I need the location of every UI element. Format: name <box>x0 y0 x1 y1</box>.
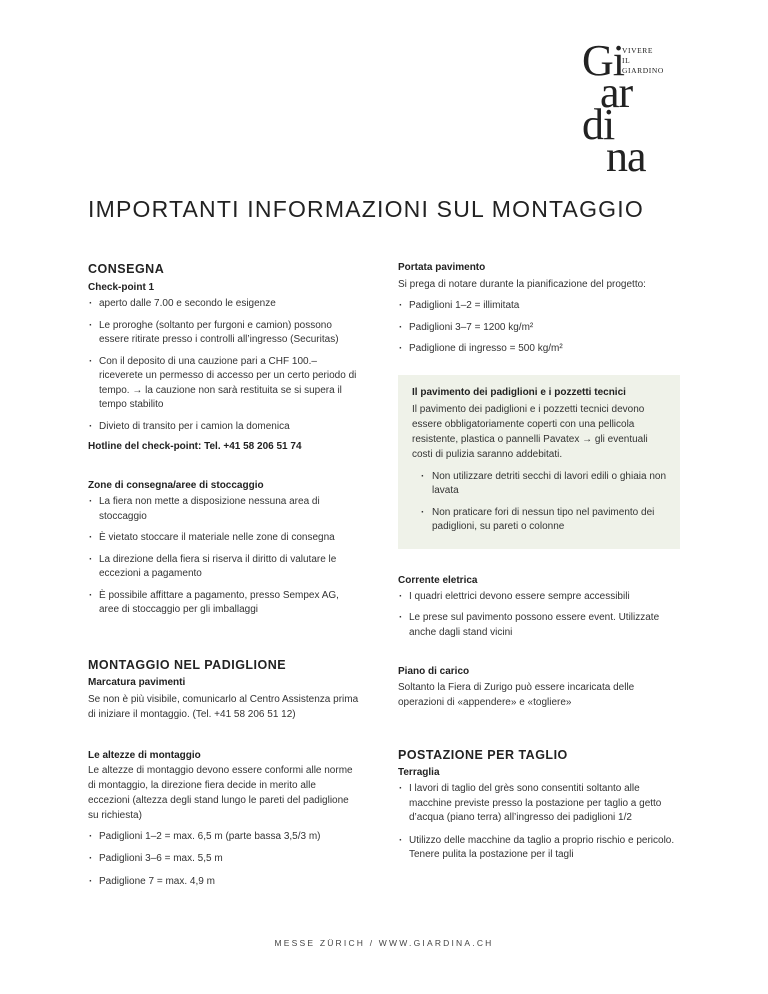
list-item: · È vietato stoccare il materiale nelle zone di consegna <box>88 531 360 546</box>
left-column <box>88 262 360 889</box>
logo-letters-gi: Gi <box>582 36 624 85</box>
logo-letters-ar: ar <box>600 68 633 117</box>
list-item: · Non utilizzare detriti secchi di lavori edili o ghiaia non lavata <box>420 470 666 499</box>
list-item: · I quadri elettrici devono essere sempre accessibili <box>398 590 680 605</box>
right-column <box>398 262 680 863</box>
checkpoint-hotline: Hotline del check-point: Tel. +41 58 206 51 74 <box>88 441 302 452</box>
zone-list <box>88 495 360 618</box>
list-item: · Le proroghe (soltanto per furgoni e camion) possono essere ritirate presso i controlli all’ingresso (Securitas) <box>88 319 360 348</box>
checkpoint-title: Check-point 1 <box>88 282 155 293</box>
logo-tagline-line: IL <box>622 56 631 65</box>
logo-letters-di: di <box>582 100 615 149</box>
portata-title: Portata pavimento <box>398 262 486 273</box>
list-item: · Padiglioni 1–2 = illimitata <box>398 299 680 314</box>
altezze-title: Le altezze di montaggio <box>88 749 201 761</box>
list-item: · Padiglione 7 = max. 4,9 m <box>88 875 360 890</box>
list-item: · La direzione della fiera si riserva il diritto di valutare le eccezioni a pagamento <box>88 553 360 582</box>
list-item: · È possibile affittare a pagamento, presso Sempex AG, aree di stoccaggio per gli imballaggi <box>88 589 360 618</box>
info-box <box>398 375 680 549</box>
taglio-list <box>398 782 680 863</box>
zone-title: Zone di consegna/aree di stoccaggio <box>88 480 264 491</box>
list-item: · Le prese sul pavimento possono essere event. Utilizzate anche dagli stand vicini <box>398 611 680 640</box>
piano-text: Soltanto la Fiera di Zurigo può essere incaricata delle operazioni di «appendere» e «togliere» <box>398 682 635 708</box>
info-box-text: Il pavimento dei padiglioni e i pozzetti tecnici devono essere obbligatoriamente coperti con una pellicola resistente, plastica o pannelli Pavatex → gli eventuali costi di pulizia saranno addebitati. <box>412 403 648 460</box>
list-item: · Padiglioni 3–7 = 1200 kg/m² <box>398 321 680 336</box>
list-item: · Non praticare fori di nessun tipo nel pavimento dei padiglioni, su pareti o colonne <box>420 506 666 535</box>
altezze-text: Le altezze di montaggio devono essere conformi alle norme di montaggio, la direzione fiera decide in merito alle eccezioni (altezza degli stand lungo le pareti del padiglione su richiesta) <box>88 764 353 821</box>
corrente-list <box>398 590 680 641</box>
list-item: · La fiera non mette a disposizione nessuna area di stoccaggio <box>88 495 360 524</box>
list-item: · Utilizzo delle macchine da taglio a proprio rischio e pericolo. Tenere pulita la postazione per il tagli <box>398 834 680 863</box>
altezze-list <box>88 830 360 890</box>
portata-intro: Si prega di notare durante la pianificazione del progetto: <box>398 279 646 290</box>
corrente-title: Corrente eletrica <box>398 574 478 586</box>
logo-tagline-line: VIVERE <box>622 46 654 55</box>
list-item: · Con il deposito di una cauzione pari a CHF 100.– riceverete un permesso di accesso per un certo periodo di tempo. → la cauzione non sarà restituita se si supera il tempo stabilito <box>88 355 360 413</box>
list-item: · Padiglioni 3–6 = max. 5,5 m <box>88 852 360 867</box>
info-box-list <box>412 470 666 535</box>
logo-tagline-line: GIARDINO <box>622 66 664 75</box>
giardina-logo <box>582 36 702 181</box>
portata-list <box>398 299 680 357</box>
logo-letters-na: na <box>606 132 646 181</box>
list-item: · Padiglione di ingresso = 500 kg/m² <box>398 342 680 357</box>
info-box-title: Il pavimento dei padiglioni e i pozzetti tecnici <box>412 386 626 398</box>
list-item: · aperto dalle 7.00 e secondo le esigenze <box>88 297 360 312</box>
taglio-sub: Terraglia <box>398 767 440 778</box>
page-title: IMPORTANTI INFORMAZIONI SUL MONTAGGIO <box>88 196 644 222</box>
marcatura-title: Marcatura pavimenti <box>88 676 186 688</box>
list-item: · Padiglioni 1–2 = max. 6,5 m (parte bassa 3,5/3 m) <box>88 830 360 845</box>
montaggio-heading: MONTAGGIO NEL PADIGLIONE <box>88 657 287 672</box>
consegna-heading: CONSEGNA <box>88 262 165 276</box>
taglio-heading: POSTAZIONE PER TAGLIO <box>398 748 568 762</box>
piano-title: Piano di carico <box>398 666 470 677</box>
marcatura-text: Se non è più visibile, comunicarlo al Centro Assistenza prima di iniziare il montaggio. (Tel. +41 58 206 51 12) <box>88 693 359 720</box>
footer-text: MESSE ZÜRICH / WWW.GIARDINA.CH <box>274 938 494 948</box>
checkpoint-list <box>88 297 360 434</box>
list-item: · Divieto di transito per i camion la domenica <box>88 420 360 435</box>
list-item: · I lavori di taglio del grès sono consentiti soltanto alle macchine previste presso la postazione per taglio a getto d’acqua (piano terra) all’ingresso dei padiglioni 1/2 <box>398 782 680 826</box>
